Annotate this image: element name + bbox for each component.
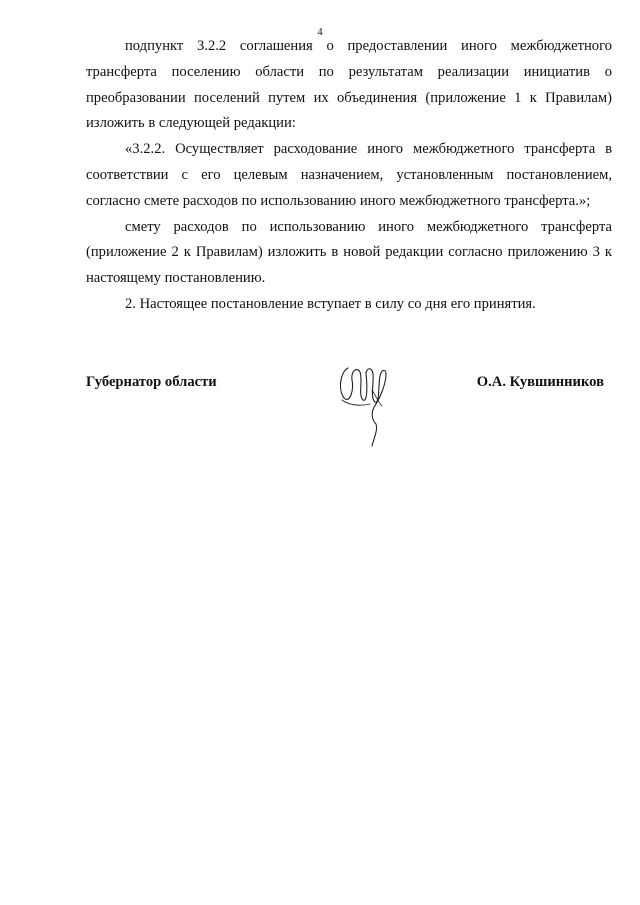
page-number: 4 — [317, 27, 323, 38]
paragraph-entry-into-force: 2. Настоящее постановление вступает в силу со дня его принятия. — [125, 295, 536, 312]
paragraph-expense-estimate: смету расходов по использованию иного межбюджетного трансферта (приложение 2 к Правилам) изложить в новой редакции согласно приложению 3 к настоящему постановлению. — [86, 218, 612, 287]
signer-title: Губернатор области — [86, 374, 217, 390]
paragraph-subclause-3-2-2: подпункт 3.2.2 соглашения о предоставлении иного межбюджетного трансферта поселению области по результатам реализации инициатив о преобразовании поселений путем их объединения (приложение 1 к Правилам) изложить в следующей редакции: — [86, 38, 612, 132]
handwritten-signature-icon — [336, 360, 396, 448]
signer-name: О.А. Кувшинников — [476, 374, 604, 390]
paragraph-new-wording: «3.2.2. Осуществляет расходование иного межбюджетного трансферта в соответствии с его целевым назначением, установленным постановлением, согласно смете расходов по использованию иного межбюджетного трансферта.»; — [86, 141, 612, 209]
document-body — [86, 34, 612, 318]
signature-block — [86, 372, 604, 452]
